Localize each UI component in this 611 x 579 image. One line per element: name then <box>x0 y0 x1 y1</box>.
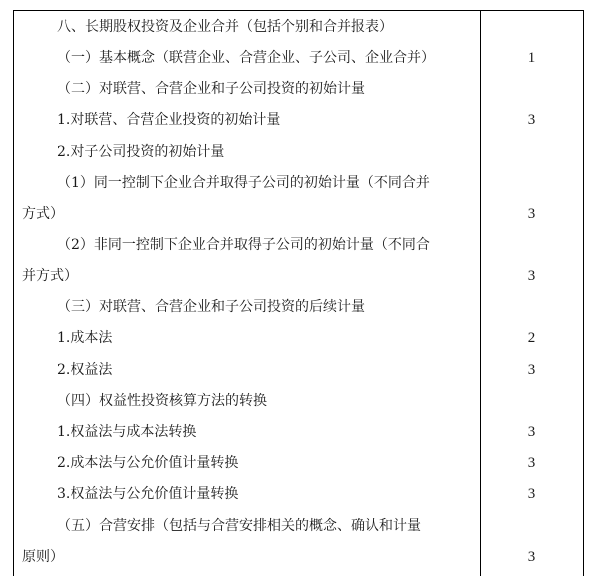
table-right-border <box>583 10 584 576</box>
row-score: 2 <box>527 330 536 346</box>
row-score: 3 <box>527 206 536 222</box>
row-text: （二）对联营、合营企业和子公司投资的初始计量 <box>57 81 365 97</box>
row-text: 方式） <box>22 206 64 222</box>
row-score: 3 <box>527 549 536 565</box>
row-text: 3.权益法与公允价值计量转换 <box>57 486 239 502</box>
row-score: 3 <box>527 486 536 502</box>
row-text: 1.对联营、合营企业投资的初始计量 <box>57 112 281 128</box>
row-text: 2.成本法与公允价值计量转换 <box>57 455 239 471</box>
row-score: 1 <box>527 50 536 66</box>
row-score: 3 <box>527 424 536 440</box>
row-text: 1.权益法与成本法转换 <box>57 424 197 440</box>
row-text: （五）合营安排（包括与合营安排相关的概念、确认和计量 <box>57 518 421 534</box>
row-score: 3 <box>527 112 536 128</box>
row-text: 2.对子公司投资的初始计量 <box>57 144 225 160</box>
row-score: 3 <box>527 268 536 284</box>
row-text: （1）同一控制下企业合并取得子公司的初始计量（不同合并 <box>57 175 430 191</box>
row-text: 并方式） <box>22 268 78 284</box>
row-text: （一）基本概念（联营企业、合营企业、子公司、企业合并） <box>57 50 435 66</box>
row-text: （2）非同一控制下企业合并取得子公司的初始计量（不同合 <box>57 237 430 253</box>
row-score: 3 <box>527 455 536 471</box>
row-text: （四）权益性投资核算方法的转换 <box>57 393 267 409</box>
row-text: 2.权益法 <box>57 362 113 378</box>
row-text: （三）对联营、合营企业和子公司投资的后续计量 <box>57 299 365 315</box>
row-text: 1.成本法 <box>57 330 113 346</box>
row-text: 八、长期股权投资及企业合并（包括个别和合并报表） <box>57 19 393 35</box>
row-score: 3 <box>527 362 536 378</box>
row-text: 原则） <box>22 549 64 565</box>
